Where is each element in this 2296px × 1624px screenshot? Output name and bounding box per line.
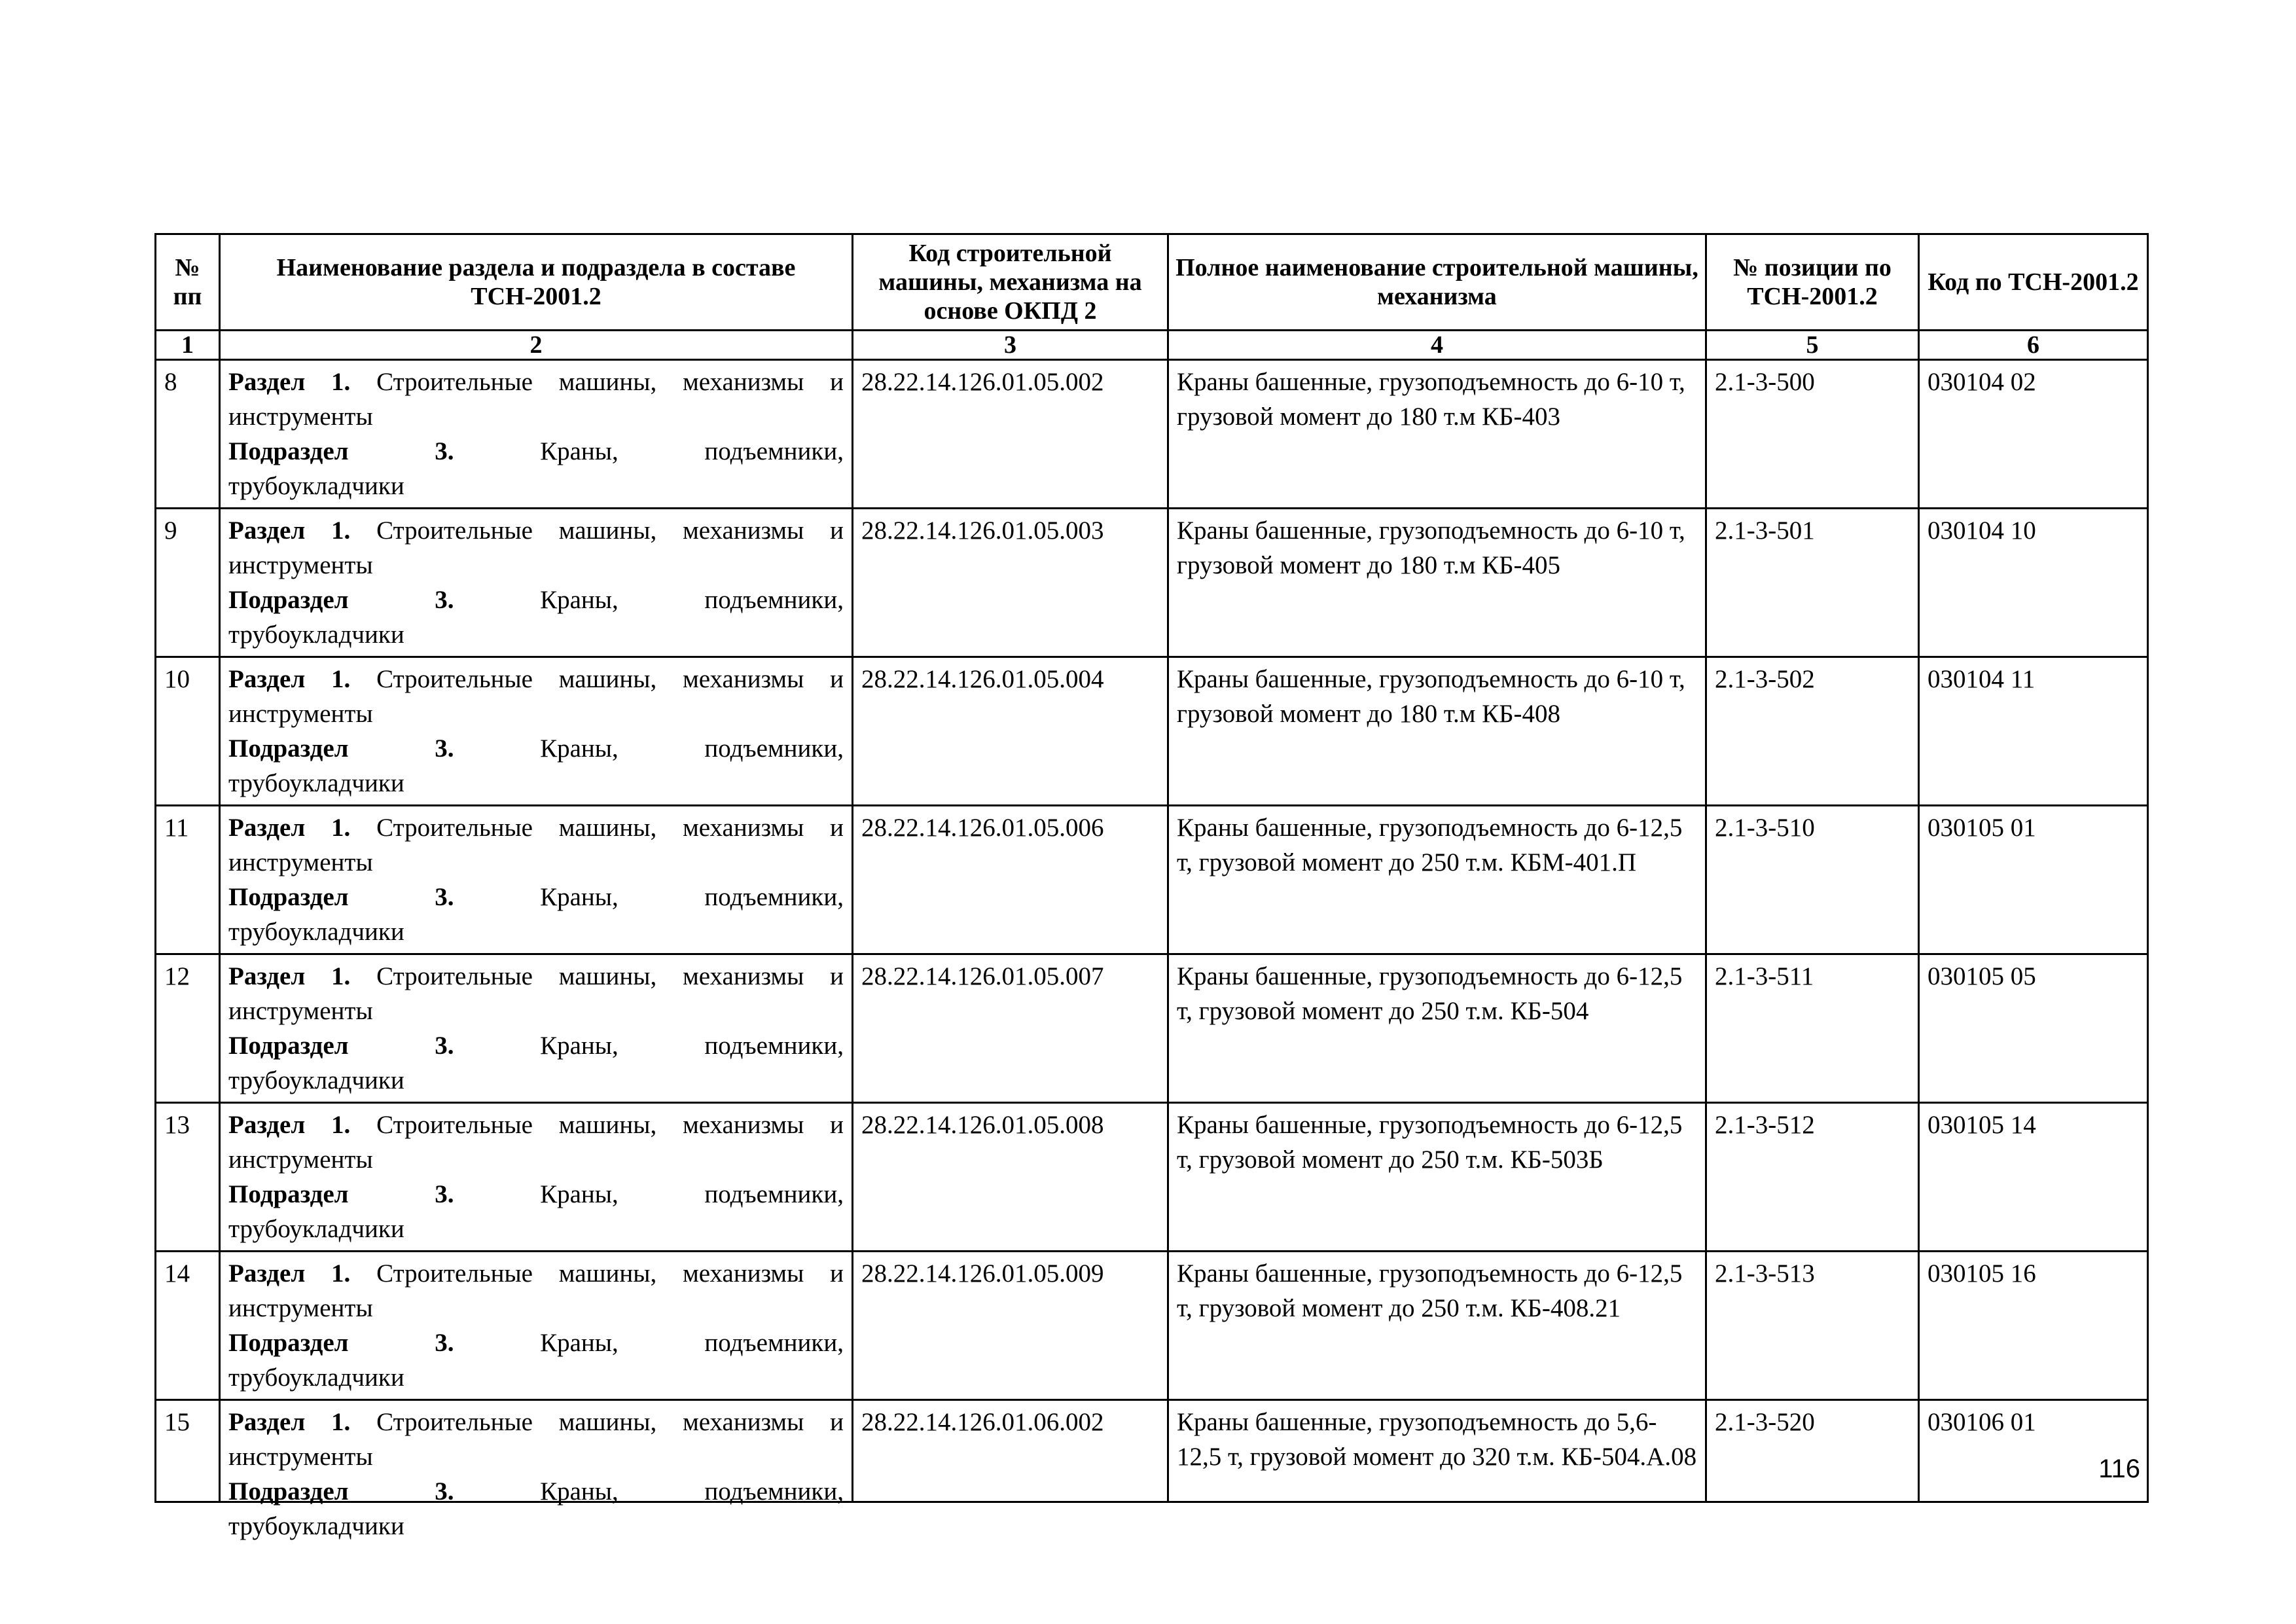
section-label: Раздел 1. bbox=[228, 962, 351, 990]
subsection-number: 3. bbox=[435, 883, 454, 911]
column-number: 3 bbox=[853, 331, 1168, 360]
section-line bbox=[228, 1108, 844, 1177]
subsection-line bbox=[228, 880, 844, 914]
section-cell bbox=[220, 360, 853, 509]
row-number: 14 bbox=[156, 1252, 220, 1400]
section-line bbox=[228, 662, 844, 731]
tsn-code: 030105 16 bbox=[1919, 1252, 2148, 1400]
subsection-tail: трубоукладчики bbox=[228, 918, 404, 946]
subsection-word: подъемники, bbox=[704, 437, 844, 465]
column-number: 1 bbox=[156, 331, 220, 360]
subsection-label: Подраздел bbox=[228, 586, 349, 614]
subsection-number: 3. bbox=[435, 586, 454, 614]
header-full-name: Полное наименование строительной машины, механизма bbox=[1168, 234, 1706, 331]
table-row bbox=[156, 954, 2148, 1103]
subsection-tail: трубоукладчики bbox=[228, 1512, 404, 1540]
column-number: 5 bbox=[1706, 331, 1919, 360]
subsection-label: Подраздел bbox=[228, 1032, 349, 1060]
subsection-label: Подраздел bbox=[228, 883, 349, 911]
section-cell bbox=[220, 657, 853, 806]
section-line bbox=[228, 959, 844, 1028]
subsection-word: подъемники, bbox=[704, 1180, 844, 1208]
column-number-row bbox=[156, 331, 2148, 360]
subsection-label: Подраздел bbox=[228, 1477, 349, 1506]
section-text: Строительные машины, механизмы и инструменты bbox=[228, 516, 844, 579]
header-tsn-code: Код по ТСН-2001.2 bbox=[1919, 234, 2148, 331]
header-position: № позиции по ТСН-2001.2 bbox=[1706, 234, 1919, 331]
okpd-code: 28.22.14.126.01.05.007 bbox=[853, 954, 1168, 1103]
column-number: 2 bbox=[220, 331, 853, 360]
section-cell bbox=[220, 806, 853, 954]
section-line bbox=[228, 1405, 844, 1474]
machine-full-name: Краны башенные, грузоподъемность до 6-12,5 т, грузовой момент до 250 т.м. КБ-503Б bbox=[1168, 1103, 1706, 1252]
subsection-line bbox=[228, 1028, 844, 1063]
subsection-word: Краны, bbox=[540, 734, 619, 763]
machine-full-name: Краны башенные, грузоподъемность до 6-12,5 т, грузовой момент до 250 т.м. КБ-408.21 bbox=[1168, 1252, 1706, 1400]
header-section: Наименование раздела и подраздела в составе ТСН-2001.2 bbox=[220, 234, 853, 331]
tsn-code: 030105 14 bbox=[1919, 1103, 2148, 1252]
subsection-line bbox=[228, 1177, 844, 1212]
okpd-code: 28.22.14.126.01.05.009 bbox=[853, 1252, 1168, 1400]
subsection-line bbox=[228, 1326, 844, 1360]
section-label: Раздел 1. bbox=[228, 1111, 351, 1139]
section-cell bbox=[220, 509, 853, 657]
tsn-position: 2.1-3-511 bbox=[1706, 954, 1919, 1103]
subsection-word: Краны, bbox=[540, 883, 619, 911]
header-row bbox=[156, 234, 2148, 331]
tsn-position: 2.1-3-502 bbox=[1706, 657, 1919, 806]
subsection-line bbox=[228, 731, 844, 766]
table-row bbox=[156, 806, 2148, 954]
okpd-code: 28.22.14.126.01.05.008 bbox=[853, 1103, 1168, 1252]
section-text: Строительные машины, механизмы и инструменты bbox=[228, 814, 844, 876]
subsection-word: подъемники, bbox=[704, 883, 844, 911]
tsn-position: 2.1-3-501 bbox=[1706, 509, 1919, 657]
section-label: Раздел 1. bbox=[228, 368, 351, 396]
subsection-label: Подраздел bbox=[228, 734, 349, 763]
okpd-code: 28.22.14.126.01.05.004 bbox=[853, 657, 1168, 806]
subsection-word: подъемники, bbox=[704, 734, 844, 763]
section-cell bbox=[220, 954, 853, 1103]
row-number: 9 bbox=[156, 509, 220, 657]
subsection-word: подъемники, bbox=[704, 1329, 844, 1357]
subsection-label: Подраздел bbox=[228, 1180, 349, 1208]
row-number: 13 bbox=[156, 1103, 220, 1252]
okpd-code: 28.22.14.126.01.06.002 bbox=[853, 1400, 1168, 1502]
subsection-number: 3. bbox=[435, 1180, 454, 1208]
subsection-number: 3. bbox=[435, 1032, 454, 1060]
okpd-code: 28.22.14.126.01.05.006 bbox=[853, 806, 1168, 954]
subsection-word: Краны, bbox=[540, 586, 619, 614]
subsection-word: подъемники, bbox=[704, 1477, 844, 1506]
tsn-position: 2.1-3-513 bbox=[1706, 1252, 1919, 1400]
subsection-word: Краны, bbox=[540, 1032, 619, 1060]
section-cell bbox=[220, 1400, 853, 1540]
subsection-tail: трубоукладчики bbox=[228, 621, 404, 649]
section-text: Строительные машины, механизмы и инструменты bbox=[228, 962, 844, 1025]
subsection-line bbox=[228, 434, 844, 469]
section-cell bbox=[220, 1252, 853, 1400]
row-number: 15 bbox=[156, 1400, 220, 1502]
tsn-code: 030105 05 bbox=[1919, 954, 2148, 1103]
column-number: 4 bbox=[1168, 331, 1706, 360]
header-num: № пп bbox=[156, 234, 220, 331]
subsection-tail: трубоукладчики bbox=[228, 1215, 404, 1243]
section-line bbox=[228, 810, 844, 880]
tsn-position: 2.1-3-520 bbox=[1706, 1400, 1919, 1502]
section-line bbox=[228, 1256, 844, 1326]
subsection-number: 3. bbox=[435, 437, 454, 465]
table-row bbox=[156, 657, 2148, 806]
section-text: Строительные машины, механизмы и инструменты bbox=[228, 368, 844, 431]
table-row bbox=[156, 1400, 2148, 1502]
column-number: 6 bbox=[1919, 331, 2148, 360]
subsection-number: 3. bbox=[435, 1477, 454, 1506]
machinery-table bbox=[154, 233, 2149, 1540]
tsn-code: 030106 01 bbox=[1919, 1400, 2148, 1502]
section-label: Раздел 1. bbox=[228, 665, 351, 693]
subsection-number: 3. bbox=[435, 734, 454, 763]
subsection-tail: трубоукладчики bbox=[228, 1363, 404, 1392]
row-number: 11 bbox=[156, 806, 220, 954]
tsn-position: 2.1-3-500 bbox=[1706, 360, 1919, 509]
section-text: Строительные машины, механизмы и инструменты bbox=[228, 665, 844, 728]
tsn-code: 030104 02 bbox=[1919, 360, 2148, 509]
row-number: 12 bbox=[156, 954, 220, 1103]
okpd-code: 28.22.14.126.01.05.003 bbox=[853, 509, 1168, 657]
section-label: Раздел 1. bbox=[228, 814, 351, 842]
subsection-word: подъемники, bbox=[704, 586, 844, 614]
section-line bbox=[228, 365, 844, 434]
table-row bbox=[156, 1252, 2148, 1400]
machine-full-name: Краны башенные, грузоподъемность до 6-12,5 т, грузовой момент до 250 т.м. КБ-504 bbox=[1168, 954, 1706, 1103]
subsection-word: подъемники, bbox=[704, 1032, 844, 1060]
section-text: Строительные машины, механизмы и инструменты bbox=[228, 1111, 844, 1174]
subsection-word: Краны, bbox=[540, 1180, 619, 1208]
section-cell bbox=[220, 1103, 853, 1252]
table-row bbox=[156, 1103, 2148, 1252]
tsn-code: 030105 01 bbox=[1919, 806, 2148, 954]
page-number: 116 bbox=[2098, 1454, 2140, 1483]
machine-full-name: Краны башенные, грузоподъемность до 6-12,5 т, грузовой момент до 250 т.м. КБМ-401.П bbox=[1168, 806, 1706, 954]
section-label: Раздел 1. bbox=[228, 1408, 351, 1436]
subsection-tail: трубоукладчики bbox=[228, 472, 404, 500]
subsection-tail: трубоукладчики bbox=[228, 769, 404, 797]
subsection-tail: трубоукладчики bbox=[228, 1066, 404, 1094]
subsection-word: Краны, bbox=[540, 1329, 619, 1357]
section-label: Раздел 1. bbox=[228, 1259, 351, 1288]
row-number: 10 bbox=[156, 657, 220, 806]
section-text: Строительные машины, механизмы и инструменты bbox=[228, 1259, 844, 1322]
machine-full-name: Краны башенные, грузоподъемность до 6-10 т, грузовой момент до 180 т.м КБ-403 bbox=[1168, 360, 1706, 509]
okpd-code: 28.22.14.126.01.05.002 bbox=[853, 360, 1168, 509]
machine-full-name: Краны башенные, грузоподъемность до 5,6-12,5 т, грузовой момент до 320 т.м. КБ-504.А.08 bbox=[1168, 1400, 1706, 1502]
subsection-number: 3. bbox=[435, 1329, 454, 1357]
row-number: 8 bbox=[156, 360, 220, 509]
tsn-code: 030104 11 bbox=[1919, 657, 2148, 806]
header-okpd-code: Код строительной машины, механизма на основе ОКПД 2 bbox=[853, 234, 1168, 331]
tsn-position: 2.1-3-512 bbox=[1706, 1103, 1919, 1252]
section-label: Раздел 1. bbox=[228, 516, 351, 545]
tsn-code: 030104 10 bbox=[1919, 509, 2148, 657]
subsection-label: Подраздел bbox=[228, 437, 349, 465]
subsection-line bbox=[228, 583, 844, 617]
table-row bbox=[156, 509, 2148, 657]
machine-full-name: Краны башенные, грузоподъемность до 6-10 т, грузовой момент до 180 т.м КБ-408 bbox=[1168, 657, 1706, 806]
subsection-label: Подраздел bbox=[228, 1329, 349, 1357]
subsection-line bbox=[228, 1474, 844, 1509]
tsn-position: 2.1-3-510 bbox=[1706, 806, 1919, 954]
machine-full-name: Краны башенные, грузоподъемность до 6-10 т, грузовой момент до 180 т.м КБ-405 bbox=[1168, 509, 1706, 657]
table-row bbox=[156, 360, 2148, 509]
section-text: Строительные машины, механизмы и инструменты bbox=[228, 1408, 844, 1471]
subsection-word: Краны, bbox=[540, 1477, 619, 1506]
section-line bbox=[228, 513, 844, 583]
subsection-word: Краны, bbox=[540, 437, 619, 465]
